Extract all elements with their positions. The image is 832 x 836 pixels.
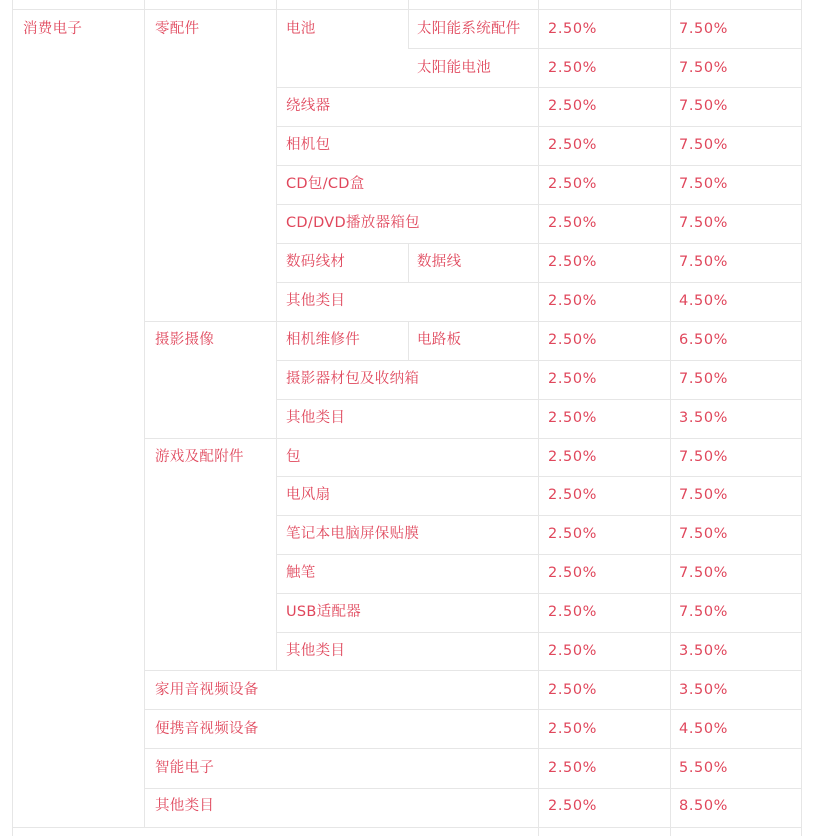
rate-high: 7.50% (679, 526, 729, 542)
rate-high: 7.50% (679, 137, 729, 153)
category-level3-label: 其他类目 (286, 643, 346, 659)
category-level3-label: CD包/CD盒 (286, 176, 365, 192)
category-level2-label: 零配件 (155, 21, 200, 37)
category-level4-label: 电路板 (417, 332, 462, 348)
rate-low: 2.50% (548, 798, 598, 814)
category-level3-label: 相机维修件 (286, 332, 360, 348)
row-line-15 (276, 593, 802, 594)
row-line-4 (276, 165, 802, 166)
row-line-14 (276, 554, 802, 555)
rate-high: 7.50% (679, 98, 729, 114)
category-level3-label: 包 (286, 449, 301, 465)
category-level3-label: 摄影器材包及收纳箱 (286, 371, 420, 387)
rate-high: 3.50% (679, 410, 729, 426)
rate-high: 8.50% (679, 798, 729, 814)
category-level3-label: 电风扇 (286, 487, 331, 503)
rate-low: 2.50% (548, 21, 598, 37)
rate-low: 2.50% (548, 721, 598, 737)
category-level2-label: 游戏及配附件 (155, 449, 244, 465)
rate-low: 2.50% (548, 176, 598, 192)
row-line-20 (144, 788, 802, 789)
row-line-8 (144, 321, 802, 322)
rate-high: 3.50% (679, 682, 729, 698)
row-line-7 (276, 282, 802, 283)
row-line-1 (408, 48, 802, 49)
row-line-18 (144, 709, 802, 710)
rate-low: 2.50% (548, 293, 598, 309)
row-line-3 (276, 126, 802, 127)
category-level3-label: 其他类目 (286, 410, 346, 426)
category-level3-label: 相机包 (286, 137, 331, 153)
category-level1-label: 消费电子 (23, 21, 83, 37)
row-line-11 (144, 438, 802, 439)
row-line-10 (276, 399, 802, 400)
table-border-left (12, 0, 13, 836)
rate-low: 2.50% (548, 60, 598, 76)
rate-low: 2.50% (548, 371, 598, 387)
rate-low: 2.50% (548, 643, 598, 659)
category-level2-label: 便携音视频设备 (155, 721, 259, 737)
category-level4-label: 太阳能系统配件 (417, 21, 521, 37)
category-level3-label: 其他类目 (286, 293, 346, 309)
rate-low: 2.50% (548, 526, 598, 542)
row-line-13 (276, 515, 802, 516)
row-line-5 (276, 204, 802, 205)
rate-high: 7.50% (679, 604, 729, 620)
row-line-16 (276, 632, 802, 633)
rate-low: 2.50% (548, 565, 598, 581)
column-divider-2 (276, 0, 277, 670)
rate-high: 7.50% (679, 215, 729, 231)
rate-high: 7.50% (679, 449, 729, 465)
category-level3-label: USB适配器 (286, 604, 362, 620)
category-level2-label: 摄影摄像 (155, 332, 215, 348)
category-level2-label: 家用音视频设备 (155, 682, 259, 698)
row-line-12 (276, 476, 802, 477)
rate-high: 7.50% (679, 487, 729, 503)
category-level3-label: 笔记本电脑屏保贴膜 (286, 526, 420, 542)
rate-low: 2.50% (548, 604, 598, 620)
category-level2-label: 其他类目 (155, 798, 215, 814)
column-divider-1 (144, 0, 145, 827)
category-level3-label: 数码线材 (286, 254, 346, 270)
rate-low: 2.50% (548, 332, 598, 348)
column-divider-3c (408, 321, 409, 360)
column-divider-3 (408, 0, 409, 48)
rate-low: 2.50% (548, 98, 598, 114)
rate-high: 7.50% (679, 176, 729, 192)
rate-high: 5.50% (679, 760, 729, 776)
category-level3-label: 触笔 (286, 565, 316, 581)
row-line-9 (276, 360, 802, 361)
rate-high: 6.50% (679, 332, 729, 348)
rate-high: 4.50% (679, 293, 729, 309)
rate-low: 2.50% (548, 137, 598, 153)
rate-low: 2.50% (548, 215, 598, 231)
category-level4-label: 太阳能电池 (417, 60, 491, 76)
row-line-top (12, 9, 802, 10)
rate-low: 2.50% (548, 410, 598, 426)
rate-low: 2.50% (548, 682, 598, 698)
rate-high: 7.50% (679, 254, 729, 270)
rate-low: 2.50% (548, 760, 598, 776)
rate-high: 4.50% (679, 721, 729, 737)
row-line-17 (144, 670, 802, 671)
category-level4-label: 数据线 (417, 254, 462, 270)
row-line-6 (276, 243, 802, 244)
category-level3-label: 电池 (286, 21, 316, 37)
row-line-bottom (12, 827, 802, 828)
rate-high: 7.50% (679, 21, 729, 37)
rate-high: 7.50% (679, 565, 729, 581)
rate-high: 3.50% (679, 643, 729, 659)
rate-low: 2.50% (548, 487, 598, 503)
category-level2-label: 智能电子 (155, 760, 215, 776)
column-divider-3b (408, 243, 409, 282)
rate-high: 7.50% (679, 371, 729, 387)
category-level3-label: CD/DVD播放器箱包 (286, 215, 420, 231)
category-level3-label: 绕线器 (286, 98, 331, 114)
row-line-19 (144, 748, 802, 749)
row-line-2 (276, 87, 802, 88)
rate-low: 2.50% (548, 254, 598, 270)
rate-high: 7.50% (679, 60, 729, 76)
rate-low: 2.50% (548, 449, 598, 465)
